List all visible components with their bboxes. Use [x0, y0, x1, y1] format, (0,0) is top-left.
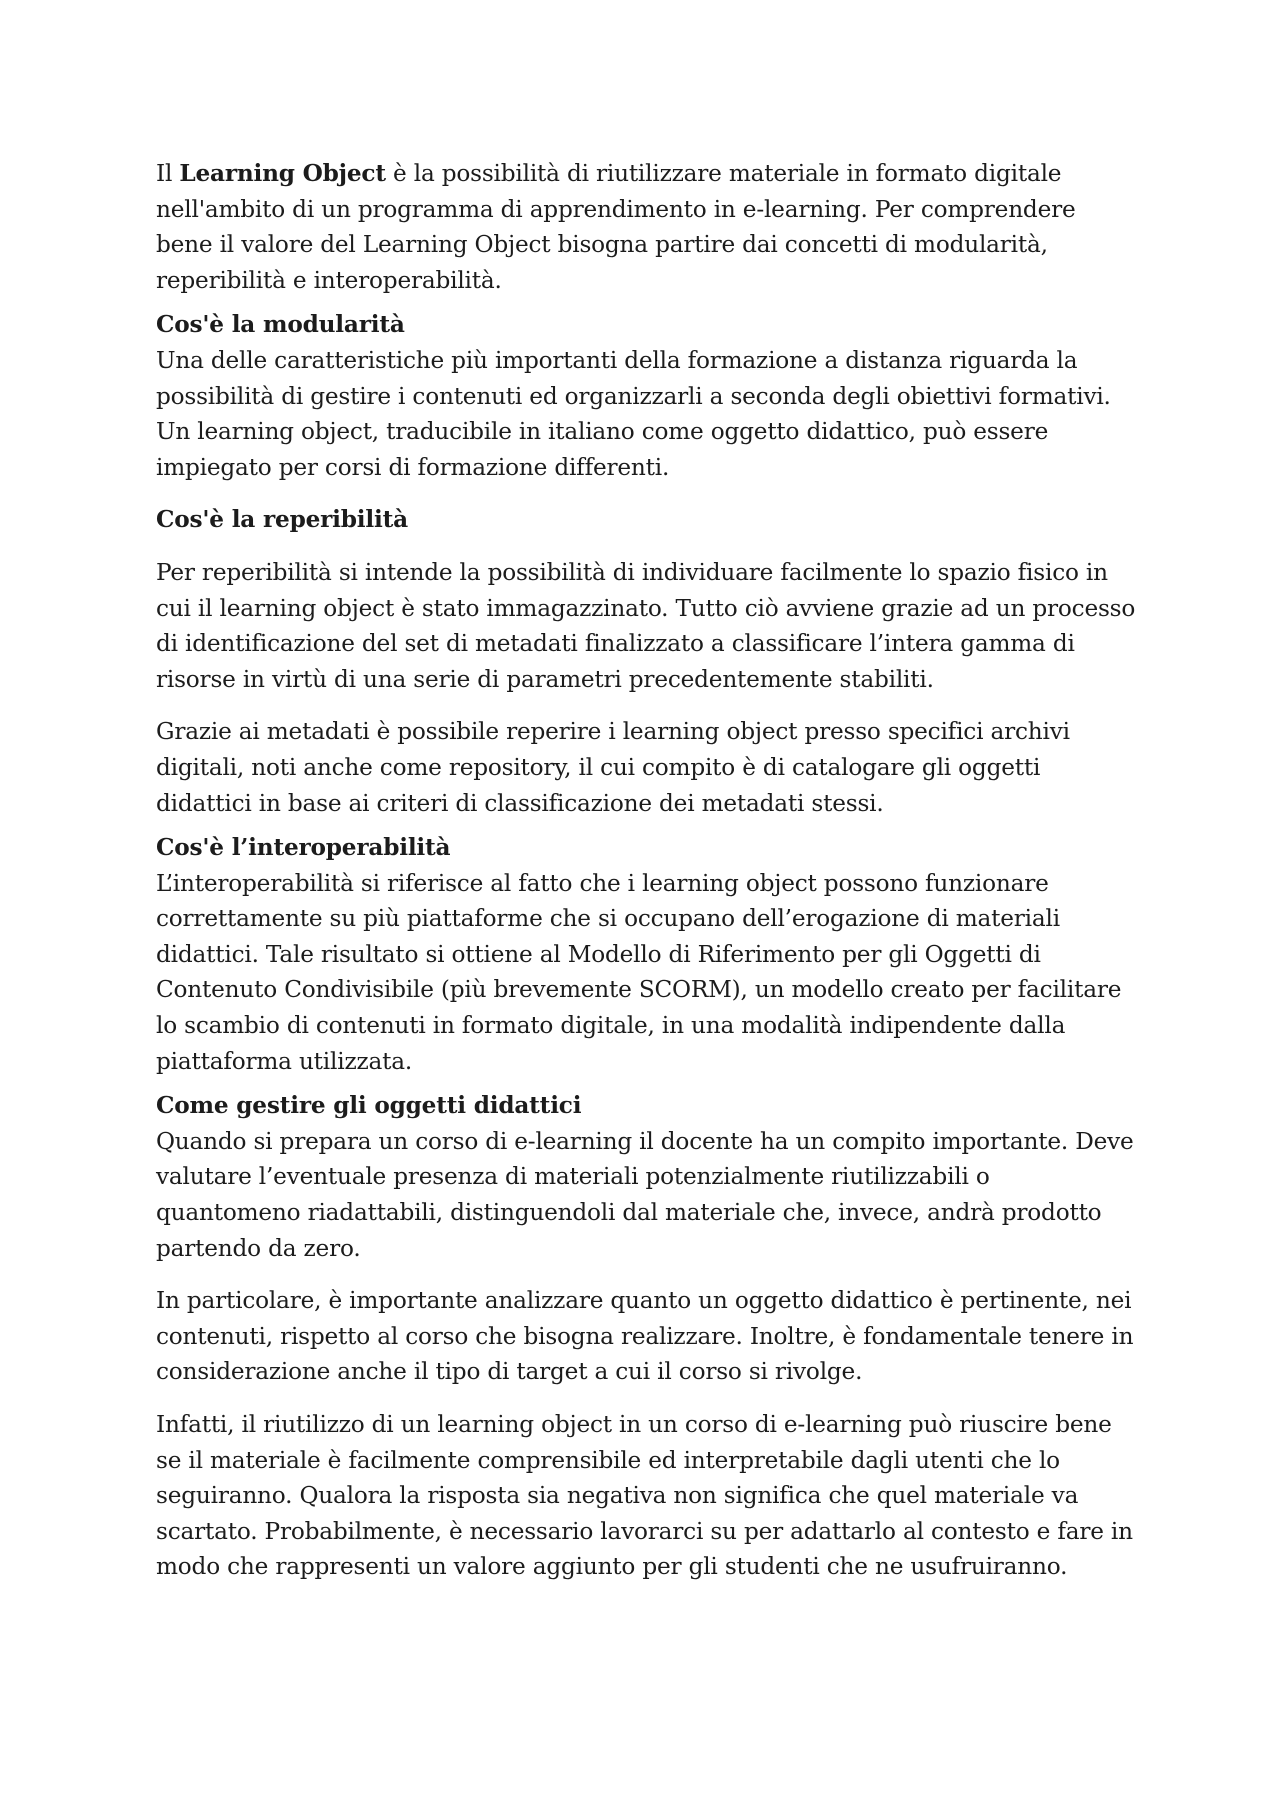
modularita-paragraph: Una delle caratteristiche più importanti della formazione a distanza riguarda la possibilità di gestire i contenuti ed organizzarli a seconda degli obiettivi formativi. Un learning object, traducibile in italiano come oggetto didattico, può essere impiegato per corsi di formazione differenti. — [156, 346, 1111, 481]
reperibilita-paragraph-2: Grazie ai metadati è possibile reperire i learning object presso specifici archivi digitali, noti anche come repository, il cui compito è di catalogare gli oggetti didattici in base ai criteri di classificazione dei metadati stessi. — [156, 718, 1070, 817]
heading-reperibilita: Cos'è la reperibilità — [156, 506, 408, 534]
heading-modularita: Cos'è la modularità — [156, 311, 405, 339]
gestione-paragraph-1: Quando si prepara un corso di e-learning il docente ha un compito importante. Deve valutare l’eventuale presenza di materiali potenzialmente riutilizzabili o quantomeno riadattabili, distinguendoli dal materiale che, invece, andrà prodotto partendo da zero. — [156, 1127, 1134, 1262]
intro-rest: è la possibilità di riutilizzare materiale in formato digitale nell'ambito di un programma di apprendimento in e-learning. Per comprendere bene il valore del Learning Object bisogna partire dai concetti di modularità, reperibilità e interoperabilità. — [156, 160, 1076, 294]
intro-paragraph — [156, 156, 1136, 298]
intro-bold-term: Learning Object — [179, 160, 386, 187]
intro-prefix: Il — [156, 160, 180, 187]
gestione-paragraph-3: Infatti, il riutilizzo di un learning object in un corso di e-learning può riuscire bene se il materiale è facilmente comprensibile ed interpretabile dagli utenti che lo seguiranno. Qualora la risposta sia negativa non significa che quel materiale va scartato. Probabilmente, è necessario lavorarci su per adattarlo al contesto e fare in modo che rappresenti un valore aggiunto per gli studenti che ne usufruiranno. — [156, 1411, 1133, 1581]
gestione-paragraph-2: In particolare, è importante analizzare quanto un oggetto didattico è pertinente, nei contenuti, rispetto al corso che bisogna realizzare. Inoltre, è fondamentale tenere in considerazione anche il tipo di target a cui il corso si rivolge. — [156, 1287, 1134, 1386]
reperibilita-paragraph-1: Per reperibilità si intende la possibilità di individuare facilmente lo spazio fisico in cui il learning object è stato immagazzinato. Tutto ciò avviene grazie ad un processo di identificazione del set di metadati finalizzato a classificare l’intera gamma di risorse in virtù di una serie di parametri precedentemente stabiliti. — [156, 558, 1136, 693]
interoperabilita-paragraph: L’interoperabilità si riferisce al fatto che i learning object possono funzionare correttamente su più piattaforme che si occupano dell’erogazione di materiali didattici. Tale risultato si ottiene al Modello di Riferimento per gli Oggetti di Contenuto Condivisibile (più brevemente SCORM), un modello creato per facilitare lo scambio di contenuti in formato digitale, in una modalità indipendente dalla piattaforma utilizzata. — [156, 869, 1122, 1075]
heading-gestione: Come gestire gli oggetti didattici — [156, 1092, 582, 1120]
heading-interoperabilita: Cos'è l’interoperabilità — [156, 834, 451, 862]
document-page — [156, 156, 1136, 1585]
